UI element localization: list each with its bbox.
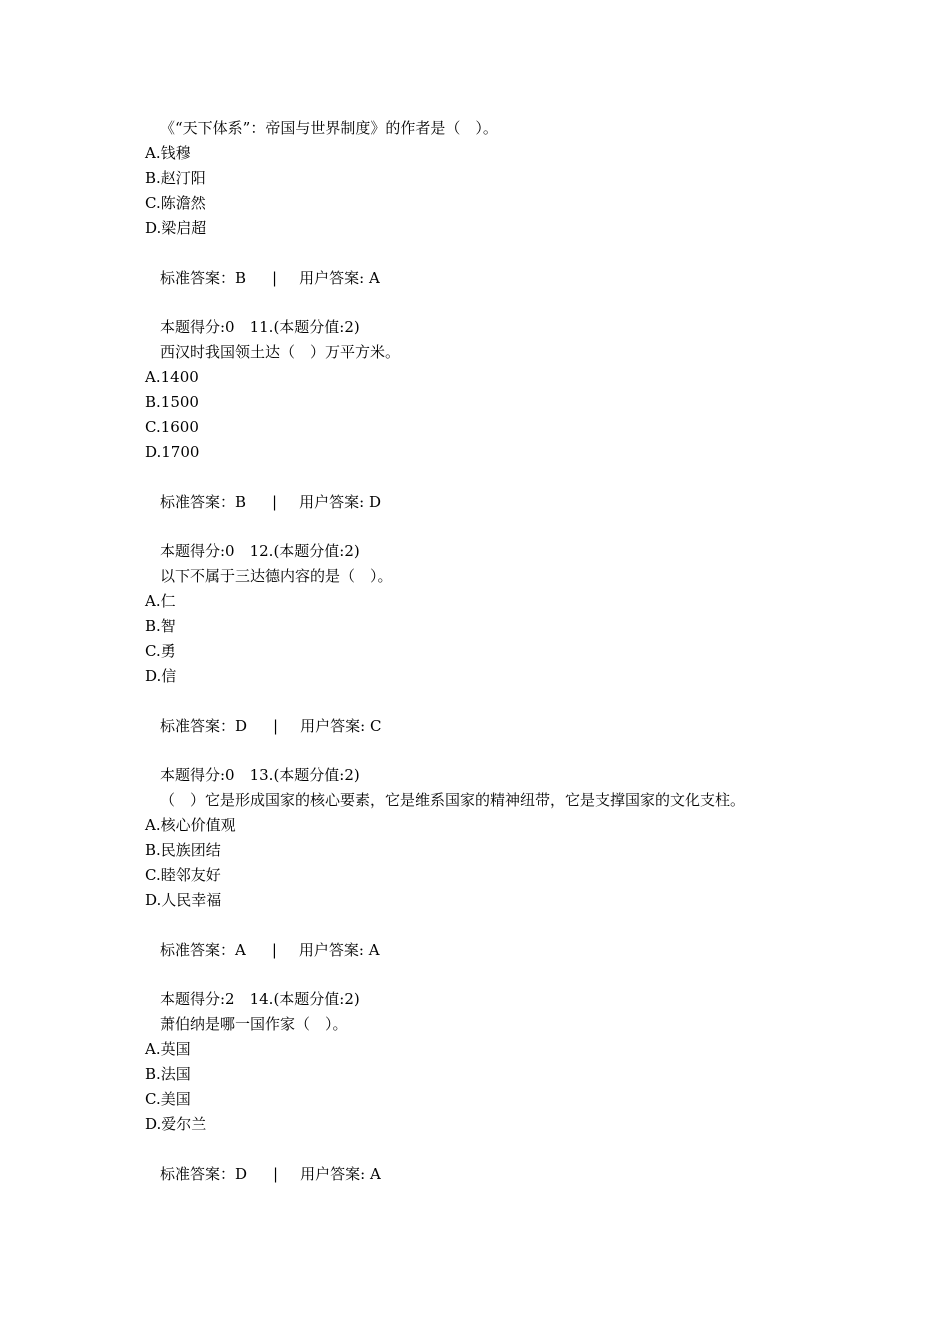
option-b: B.1500 <box>145 393 199 411</box>
standard-answer-label: 标准答案： <box>160 941 236 959</box>
option-c: C.美国 <box>145 1090 191 1108</box>
option-a: A.英国 <box>145 1040 191 1058</box>
option-d: D.爱尔兰 <box>145 1115 207 1133</box>
standard-answer-value: B <box>235 269 247 287</box>
answer-separator: | <box>273 1165 279 1183</box>
score-line: 本题得分:0 11.(本题分值:2) <box>160 318 360 336</box>
standard-answer-value: D <box>235 717 248 735</box>
option-d: D.1700 <box>145 443 200 461</box>
user-answer-label: 用户答案: <box>299 269 365 287</box>
answer-separator: | <box>272 493 278 511</box>
standard-answer-value: D <box>235 1165 248 1183</box>
option-d: D.人民幸福 <box>145 891 222 909</box>
standard-answer-label: 标准答案： <box>160 717 236 735</box>
answer-line <box>160 1164 381 1184</box>
standard-answer-label: 标准答案： <box>160 1165 236 1183</box>
option-c: C.睦邻友好 <box>145 866 221 884</box>
answer-separator: | <box>273 717 279 735</box>
answer-line <box>160 492 381 512</box>
user-answer-value: D <box>368 493 381 511</box>
question-stem: （ ）它是形成国家的核心要素，它是维系国家的精神纽带，它是支撑国家的文化支柱。 <box>160 791 746 809</box>
score-line: 本题得分:0 13.(本题分值:2) <box>160 766 360 784</box>
option-c: C.勇 <box>145 642 176 660</box>
user-answer-value: A <box>369 1165 381 1183</box>
user-answer-value: A <box>368 941 380 959</box>
answer-separator: | <box>272 269 278 287</box>
score-line: 本题得分:2 14.(本题分值:2) <box>160 990 360 1008</box>
answer-line <box>160 268 380 288</box>
option-b: B.法国 <box>145 1065 191 1083</box>
question-stem: 《“天下体系”：帝国与世界制度》的作者是（ ）。 <box>160 119 498 137</box>
user-answer-label: 用户答案: <box>298 941 364 959</box>
option-c: C.陈澹然 <box>145 194 206 212</box>
user-answer-label: 用户答案: <box>300 717 366 735</box>
option-a: A.钱穆 <box>145 144 191 162</box>
answer-separator: | <box>271 941 277 959</box>
user-answer-label: 用户答案: <box>300 1165 366 1183</box>
user-answer-value: A <box>368 269 380 287</box>
option-b: B.赵汀阳 <box>145 169 206 187</box>
option-a: A.核心价值观 <box>145 816 236 834</box>
option-b: B.民族团结 <box>145 841 221 859</box>
standard-answer-value: A <box>235 941 246 959</box>
question-stem: 以下不属于三达德内容的是（ ）。 <box>160 567 393 585</box>
standard-answer-value: B <box>235 493 247 511</box>
option-a: A.1400 <box>145 368 199 386</box>
answer-line <box>160 940 380 960</box>
standard-answer-label: 标准答案： <box>160 493 236 511</box>
score-line: 本题得分:0 12.(本题分值:2) <box>160 542 360 560</box>
option-d: D.梁启超 <box>145 219 207 237</box>
user-answer-value: C <box>369 717 382 735</box>
question-stem: 萧伯纳是哪一国作家（ ）。 <box>160 1015 348 1033</box>
answer-line <box>160 716 381 736</box>
question-stem: 西汉时我国领土达（ ）万平方米。 <box>160 343 401 361</box>
option-a: A.仁 <box>145 592 176 610</box>
option-c: C.1600 <box>145 418 199 436</box>
user-answer-label: 用户答案: <box>299 493 365 511</box>
option-b: B.智 <box>145 617 176 635</box>
standard-answer-label: 标准答案： <box>160 269 236 287</box>
option-d: D.信 <box>145 667 177 685</box>
